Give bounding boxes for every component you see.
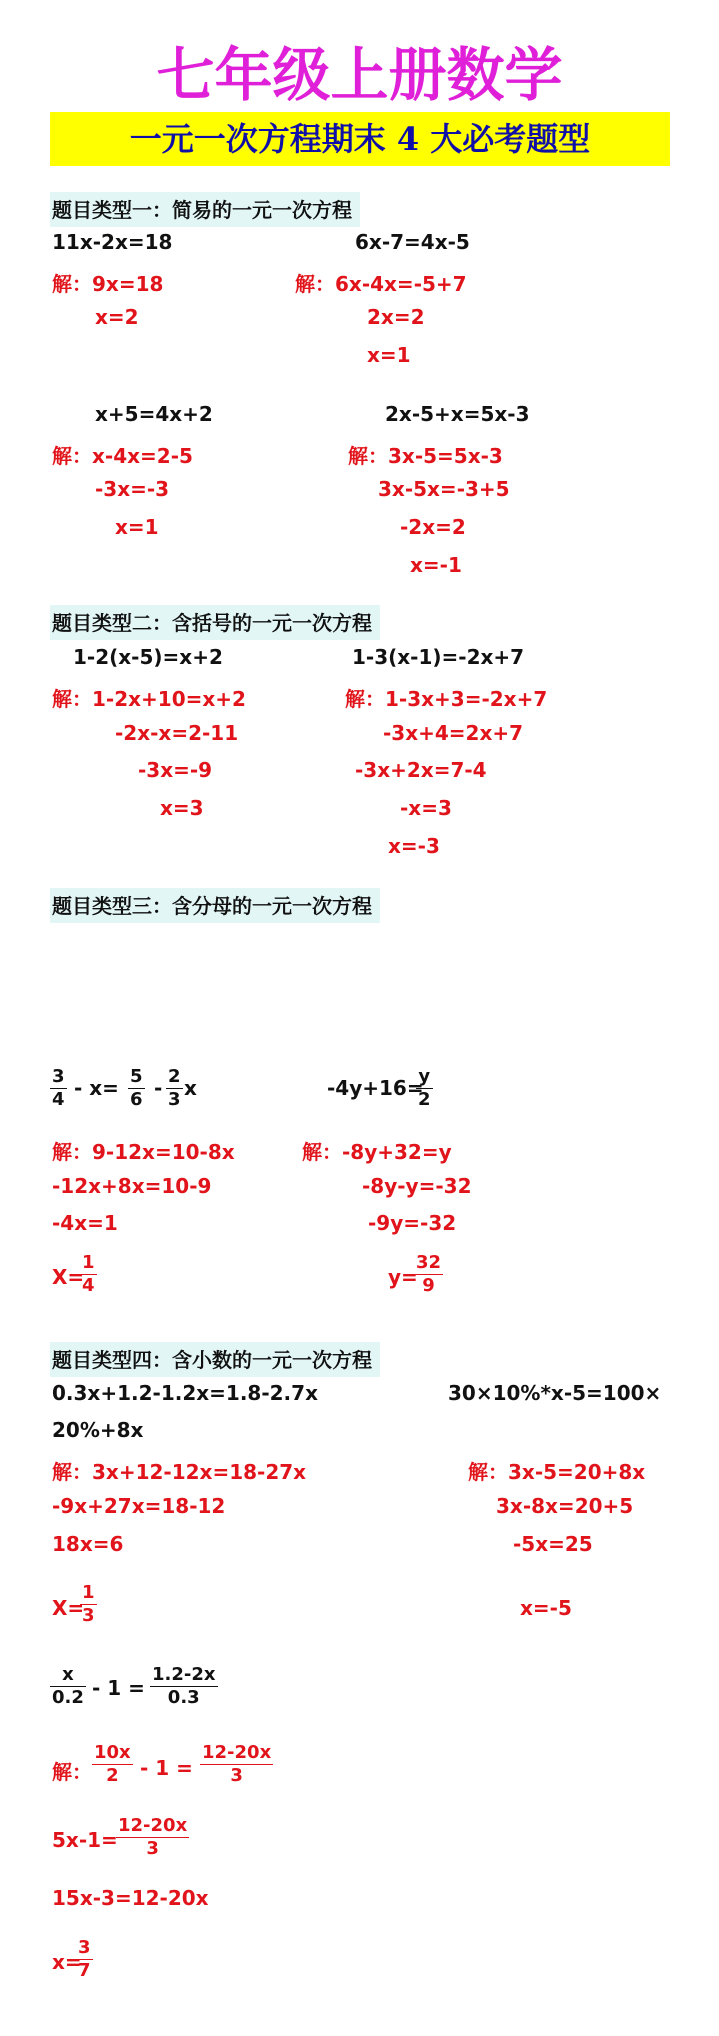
s1-p2-question: 6x-7=4x-5 xyxy=(355,230,470,254)
s3-p1-step-1: 解：9-12x=10-8x xyxy=(52,1140,235,1164)
s4-p1-answer-label: X= xyxy=(52,1596,85,1620)
s2-p1-step-4: x=3 xyxy=(160,796,204,820)
s4-p3-fraction-2: $\frac{1.2-2x}{0.3}$ xyxy=(152,1664,216,1708)
s1-p3-step-3: x=1 xyxy=(115,515,159,539)
s1-p2-step-3: x=1 xyxy=(367,343,411,367)
s4-p2-question-line-2: 20%+8x xyxy=(52,1418,144,1442)
s2-p1-question: 1-2(x-5)=x+2 xyxy=(73,645,223,669)
s4-p2-step-1: 解：3x-5=20+8x xyxy=(468,1460,646,1484)
s3-p2-step-2: -8y-y=-32 xyxy=(362,1174,472,1198)
s4-p2-question-line-1: 30×10%*x-5=100× xyxy=(448,1381,662,1405)
s4-p3-step-1-minus-one: - 1 = xyxy=(140,1756,193,1780)
s1-p3-step-2: -3x=-3 xyxy=(95,477,170,501)
s3-p2-step-1: 解：-8y+32=y xyxy=(302,1140,452,1164)
s4-p3-step-1-fraction-2: $\frac{12-20x}{3}$ xyxy=(202,1742,272,1786)
s1-p1-step-2: x=2 xyxy=(95,305,139,329)
s1-p2-step-1: 解：6x-4x=-5+7 xyxy=(295,272,467,296)
s3-p1-fraction-1: $\frac{3}{4}$ xyxy=(52,1066,65,1110)
s1-p4-question: 2x-5+x=5x-3 xyxy=(385,402,530,426)
s4-p3-fraction-1: $\frac{x}{0.2}$ xyxy=(52,1664,84,1708)
page-title: 七年级上册数学 xyxy=(156,41,563,109)
s4-p3-step-1-label: 解： xyxy=(52,1760,92,1784)
s1-p3-question: x+5=4x+2 xyxy=(95,402,213,426)
s2-p2-step-1: 解：1-3x+3=-2x+7 xyxy=(345,687,548,711)
section-4-heading: 题目类型四：含小数的一元一次方程 xyxy=(50,1342,380,1377)
s1-p1-step-1: 解：9x=18 xyxy=(52,272,164,296)
s3-p1-answer-label: X= xyxy=(52,1265,85,1289)
s1-p4-step-1: 解：3x-5=5x-3 xyxy=(348,444,503,468)
s3-p1-minus: - xyxy=(154,1076,163,1100)
s4-p1-step-2: -9x+27x=18-12 xyxy=(52,1494,226,1518)
s2-p2-question: 1-3(x-1)=-2x+7 xyxy=(352,645,525,669)
section-3-heading: 题目类型三：含分母的一元一次方程 xyxy=(50,888,380,923)
s3-p1-minus-x: - x= xyxy=(74,1076,119,1100)
s3-p2-answer-fraction: $\frac{32}{9}$ xyxy=(416,1252,442,1296)
s1-p3-step-1: 解：x-4x=2-5 xyxy=(52,444,193,468)
section-1-heading: 题目类型一：简易的一元一次方程 xyxy=(50,192,360,227)
s4-p3-step-3: 15x-3=12-20x xyxy=(52,1886,209,1910)
s3-p2-answer-label: y= xyxy=(388,1265,418,1289)
s1-p1-question: 11x-2x=18 xyxy=(52,230,173,254)
s4-p1-question: 0.3x+1.2-1.2x=1.8-2.7x xyxy=(52,1381,318,1405)
s4-p3-step-2-fraction: $\frac{12-20x}{3}$ xyxy=(118,1815,188,1859)
s3-p1-fraction-2: $\frac{5}{6}$ xyxy=(130,1066,143,1110)
s1-p4-step-3: -2x=2 xyxy=(400,515,466,539)
s3-p1-step-2: -12x+8x=10-9 xyxy=(52,1174,212,1198)
s3-p2-fraction: $\frac{y}{2}$ xyxy=(418,1066,431,1110)
s4-p1-answer-fraction: $\frac{1}{3}$ xyxy=(82,1582,95,1626)
s4-p2-step-2: 3x-8x=20+5 xyxy=(496,1494,634,1518)
s2-p1-step-3: -3x=-9 xyxy=(138,758,213,782)
s4-p3-minus-one: - 1 = xyxy=(92,1676,145,1700)
s4-p2-step-3: -5x=25 xyxy=(513,1532,593,1556)
s1-p2-step-2: 2x=2 xyxy=(367,305,425,329)
section-2-heading: 题目类型二：含括号的一元一次方程 xyxy=(50,605,380,640)
s4-p1-step-1: 解：3x+12-12x=18-27x xyxy=(52,1460,307,1484)
s4-p3-step-2-label: 5x-1= xyxy=(52,1828,118,1852)
page-subtitle: 一元一次方程期末 4 大必考题型 xyxy=(50,112,670,166)
s3-p1-x: x xyxy=(184,1076,197,1100)
s4-p1-step-3: 18x=6 xyxy=(52,1532,124,1556)
s3-p2-question: -4y+16= xyxy=(327,1076,424,1100)
s1-p4-step-2: 3x-5x=-3+5 xyxy=(378,477,510,501)
s2-p2-step-2: -3x+4=2x+7 xyxy=(383,721,524,745)
s2-p2-step-5: x=-3 xyxy=(388,834,440,858)
s4-p3-answer-fraction: $\frac{3}{7}$ xyxy=(78,1937,91,1981)
s3-p1-answer-fraction: $\frac{1}{4}$ xyxy=(82,1252,95,1296)
s2-p1-step-1: 解：1-2x+10=x+2 xyxy=(52,687,246,711)
s4-p3-answer-label: x= xyxy=(52,1950,82,1974)
s3-p1-step-3: -4x=1 xyxy=(52,1211,118,1235)
s1-p4-step-4: x=-1 xyxy=(410,553,462,577)
s4-p2-step-4: x=-5 xyxy=(520,1596,572,1620)
s3-p2-step-3: -9y=-32 xyxy=(368,1211,457,1235)
s4-p3-step-1-fraction-1: $\frac{10x}{2}$ xyxy=(94,1742,131,1786)
s2-p2-step-4: -x=3 xyxy=(400,796,452,820)
s3-p1-fraction-3: $\frac{2}{3}$ xyxy=(168,1066,181,1110)
s2-p1-step-2: -2x-x=2-11 xyxy=(115,721,239,745)
s2-p2-step-3: -3x+2x=7-4 xyxy=(355,758,487,782)
